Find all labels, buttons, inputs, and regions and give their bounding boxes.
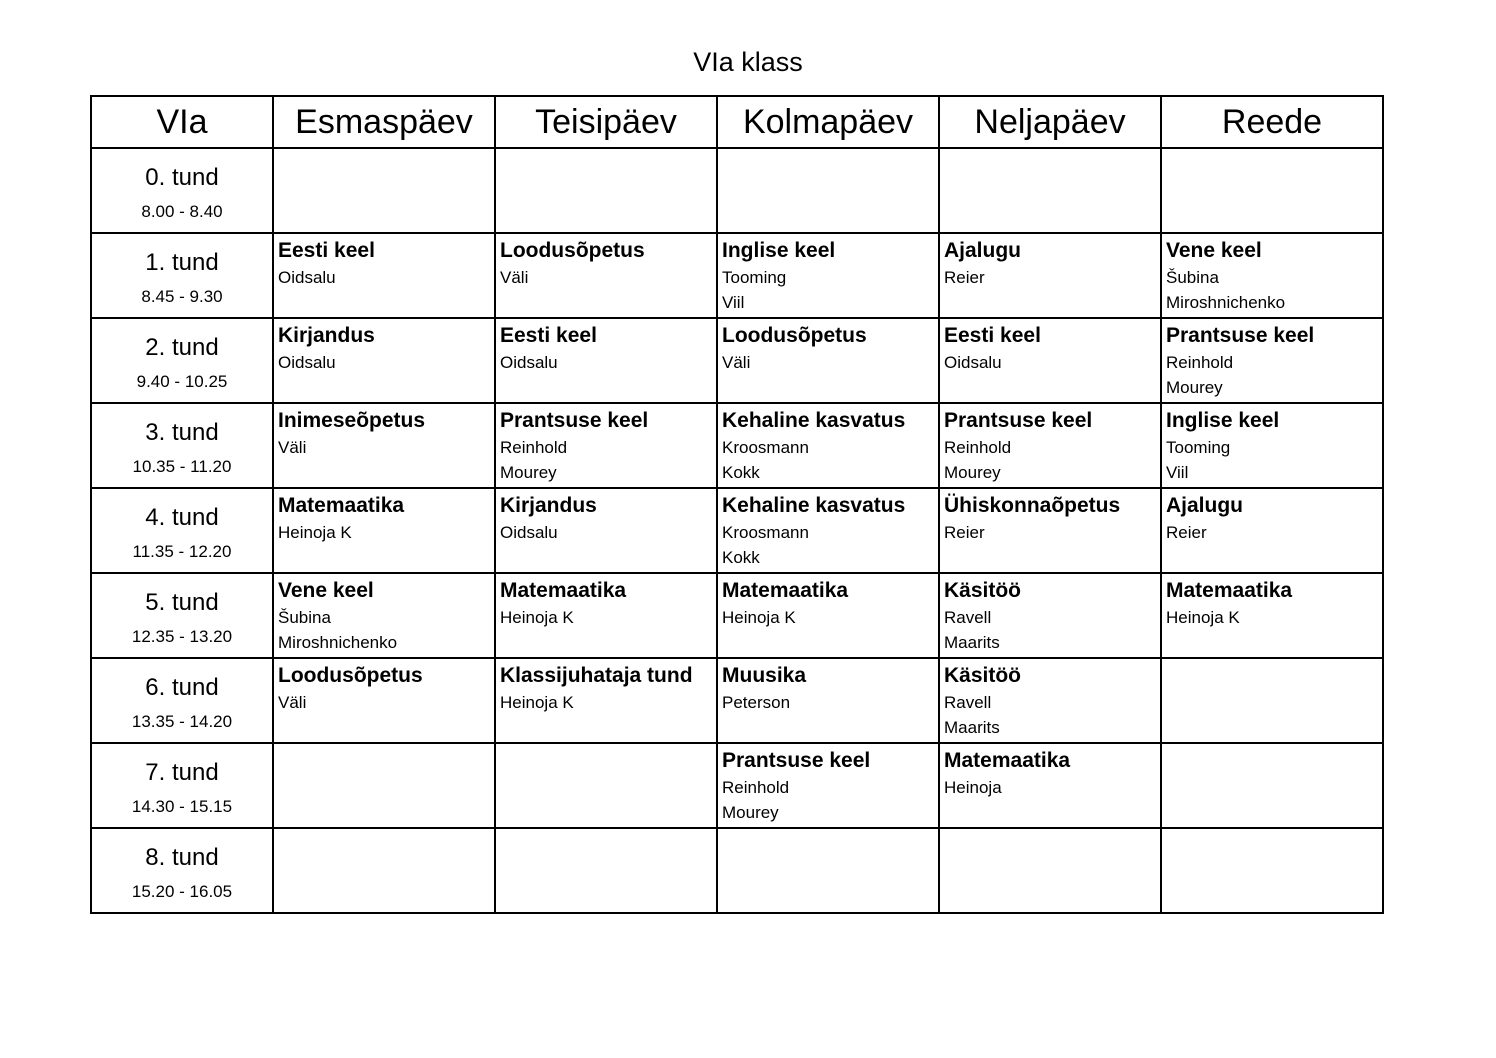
teacher-name: Šubina — [1166, 268, 1219, 287]
lesson-cell — [939, 828, 1161, 913]
subject-name: Ajalugu — [944, 239, 1021, 262]
lesson-cell — [273, 828, 495, 913]
teacher-name: Heinoja — [944, 778, 1002, 797]
header-day: Reede — [1161, 96, 1383, 148]
lesson-cell — [717, 403, 939, 488]
teacher-name: Väli — [278, 693, 307, 712]
subject-name: Käsitöö — [944, 579, 1022, 602]
lesson-cell — [495, 743, 717, 828]
period-cell — [91, 488, 273, 573]
subject-name: Kirjandus — [500, 494, 597, 517]
subject-name: Matemaatika — [1166, 579, 1293, 602]
lesson-cell — [1161, 318, 1383, 403]
page-title: VIa klass — [693, 47, 803, 77]
teacher-name: Kokk — [722, 548, 760, 567]
lesson-cell — [273, 233, 495, 318]
period-time: 15.20 - 16.05 — [131, 882, 233, 901]
period-cell — [91, 403, 273, 488]
period-name: 2. tund — [145, 334, 219, 361]
period-cell — [91, 573, 273, 658]
period-cell — [91, 233, 273, 318]
period-cell — [91, 318, 273, 403]
header-day: Teisipäev — [495, 96, 717, 148]
subject-name: Prantsuse keel — [944, 409, 1093, 432]
lesson-cell — [273, 488, 495, 573]
lesson-cell — [939, 148, 1161, 233]
lesson-cell — [1161, 488, 1383, 573]
teacher-name: Heinoja K — [500, 693, 574, 712]
teacher-name: Šubina — [278, 608, 331, 627]
table-row — [91, 233, 1383, 318]
lesson-cell — [717, 743, 939, 828]
subject-name: Matemaatika — [500, 579, 627, 602]
teacher-name: Oidsalu — [278, 268, 336, 287]
teacher-name: Mourey — [944, 463, 1001, 482]
header-class-label: VIa — [91, 96, 273, 148]
teacher-name: Heinoja K — [1166, 608, 1240, 627]
period-time: 10.35 - 11.20 — [132, 457, 232, 476]
period-name: 3. tund — [145, 419, 219, 446]
table-row — [91, 488, 1383, 573]
lesson-cell — [495, 148, 717, 233]
subject-name: Loodusõpetus — [722, 324, 867, 347]
lesson-cell — [495, 488, 717, 573]
teacher-name: Väli — [500, 268, 529, 287]
teacher-name: Miroshnichenko — [1166, 293, 1286, 312]
table-row — [91, 573, 1383, 658]
period-name: 4. tund — [145, 504, 219, 531]
subject-name: Eesti keel — [500, 324, 597, 347]
lesson-cell — [495, 403, 717, 488]
subject-name: Ühiskonnaõpetus — [944, 494, 1121, 517]
subject-name: Matemaatika — [278, 494, 405, 517]
teacher-name: Maarits — [944, 718, 1000, 737]
header-day: Kolmapäev — [717, 96, 939, 148]
subject-name: Eesti keel — [278, 239, 375, 262]
teacher-name: Viil — [722, 293, 745, 312]
table-row — [91, 743, 1383, 828]
lesson-cell — [717, 658, 939, 743]
teacher-name: Kroosmann — [722, 438, 809, 457]
lesson-cell — [273, 658, 495, 743]
teacher-name: Heinoja K — [722, 608, 796, 627]
teacher-name: Tooming — [1166, 438, 1231, 457]
subject-name: Muusika — [722, 664, 807, 687]
lesson-cell — [495, 318, 717, 403]
table-row — [91, 828, 1383, 913]
subject-name: Loodusõpetus — [278, 664, 423, 687]
table-row — [91, 318, 1383, 403]
subject-name: Kirjandus — [278, 324, 375, 347]
lesson-cell — [273, 403, 495, 488]
subject-name: Prantsuse keel — [500, 409, 649, 432]
period-name: 5. tund — [145, 589, 219, 616]
lesson-cell — [495, 573, 717, 658]
teacher-name: Reier — [944, 523, 985, 542]
subject-name: Klassijuhataja tund — [500, 664, 693, 687]
teacher-name: Miroshnichenko — [278, 633, 398, 652]
teacher-name: Oidsalu — [278, 353, 336, 372]
teacher-name: Väli — [278, 438, 307, 457]
teacher-name: Reinhold — [944, 438, 1012, 457]
period-name: 7. tund — [145, 759, 219, 786]
subject-name: Eesti keel — [944, 324, 1041, 347]
table-row — [91, 403, 1383, 488]
period-time: 11.35 - 12.20 — [132, 542, 232, 561]
subject-name: Vene keel — [278, 579, 374, 602]
lesson-cell — [717, 318, 939, 403]
period-cell — [91, 743, 273, 828]
lesson-cell — [717, 573, 939, 658]
period-time: 13.35 - 14.20 — [131, 712, 233, 731]
subject-name: Prantsuse keel — [1166, 324, 1315, 347]
teacher-name: Kokk — [722, 463, 760, 482]
lesson-cell — [717, 148, 939, 233]
subject-name: Kehaline kasvatus — [722, 409, 906, 432]
lesson-cell — [939, 573, 1161, 658]
period-time: 14.30 - 15.15 — [131, 797, 233, 816]
subject-name: Inglise keel — [722, 239, 836, 262]
lesson-cell — [273, 743, 495, 828]
lesson-cell — [1161, 148, 1383, 233]
period-name: 8. tund — [145, 844, 219, 871]
subject-name: Inglise keel — [1166, 409, 1280, 432]
period-name: 6. tund — [145, 674, 219, 701]
lesson-cell — [495, 658, 717, 743]
lesson-cell — [939, 318, 1161, 403]
period-name: 1. tund — [145, 249, 219, 276]
teacher-name: Mourey — [500, 463, 557, 482]
period-time: 8.00 - 8.40 — [141, 202, 223, 221]
header-row — [91, 96, 1383, 148]
subject-name: Inimeseõpetus — [278, 409, 426, 432]
teacher-name: Ravell — [944, 608, 992, 627]
teacher-name: Maarits — [944, 633, 1000, 652]
header-day: Neljapäev — [939, 96, 1161, 148]
lesson-cell — [939, 403, 1161, 488]
lesson-cell — [273, 318, 495, 403]
teacher-name: Oidsalu — [944, 353, 1002, 372]
lesson-cell — [495, 828, 717, 913]
period-time: 12.35 - 13.20 — [131, 627, 233, 646]
lesson-cell — [717, 828, 939, 913]
teacher-name: Kroosmann — [722, 523, 809, 542]
lesson-cell — [939, 743, 1161, 828]
subject-name: Kehaline kasvatus — [722, 494, 906, 517]
teacher-name: Väli — [722, 353, 751, 372]
lesson-cell — [1161, 233, 1383, 318]
subject-name: Vene keel — [1166, 239, 1262, 262]
table-row — [91, 658, 1383, 743]
teacher-name: Heinoja K — [278, 523, 352, 542]
lesson-cell — [717, 488, 939, 573]
period-name: 0. tund — [145, 164, 219, 191]
lesson-cell — [1161, 573, 1383, 658]
teacher-name: Tooming — [722, 268, 787, 287]
lesson-cell — [939, 233, 1161, 318]
subject-name: Käsitöö — [944, 664, 1022, 687]
teacher-name: Reinhold — [500, 438, 568, 457]
teacher-name: Reier — [944, 268, 985, 287]
subject-name: Ajalugu — [1166, 494, 1243, 517]
period-cell — [91, 658, 273, 743]
teacher-name: Mourey — [722, 803, 779, 822]
teacher-name: Viil — [1166, 463, 1189, 482]
header-day: Esmaspäev — [273, 96, 495, 148]
lesson-cell — [717, 233, 939, 318]
lesson-cell — [1161, 743, 1383, 828]
teacher-name: Mourey — [1166, 378, 1223, 397]
period-cell — [91, 828, 273, 913]
table-row — [91, 148, 1383, 233]
teacher-name: Oidsalu — [500, 353, 558, 372]
teacher-name: Peterson — [722, 693, 791, 712]
period-cell — [91, 148, 273, 233]
teacher-name: Reier — [1166, 523, 1207, 542]
teacher-name: Oidsalu — [500, 523, 558, 542]
lesson-cell — [939, 658, 1161, 743]
lesson-cell — [1161, 828, 1383, 913]
timetable — [90, 95, 1384, 914]
teacher-name: Reinhold — [722, 778, 790, 797]
teacher-name: Reinhold — [1166, 353, 1234, 372]
teacher-name: Heinoja K — [500, 608, 574, 627]
period-time: 9.40 - 10.25 — [136, 372, 228, 391]
lesson-cell — [273, 573, 495, 658]
subject-name: Loodusõpetus — [500, 239, 645, 262]
lesson-cell — [273, 148, 495, 233]
period-time: 8.45 - 9.30 — [141, 287, 223, 306]
lesson-cell — [495, 233, 717, 318]
lesson-cell — [1161, 658, 1383, 743]
subject-name: Matemaatika — [722, 579, 849, 602]
lesson-cell — [939, 488, 1161, 573]
subject-name: Matemaatika — [944, 749, 1071, 772]
subject-name: Prantsuse keel — [722, 749, 871, 772]
lesson-cell — [1161, 403, 1383, 488]
teacher-name: Ravell — [944, 693, 992, 712]
